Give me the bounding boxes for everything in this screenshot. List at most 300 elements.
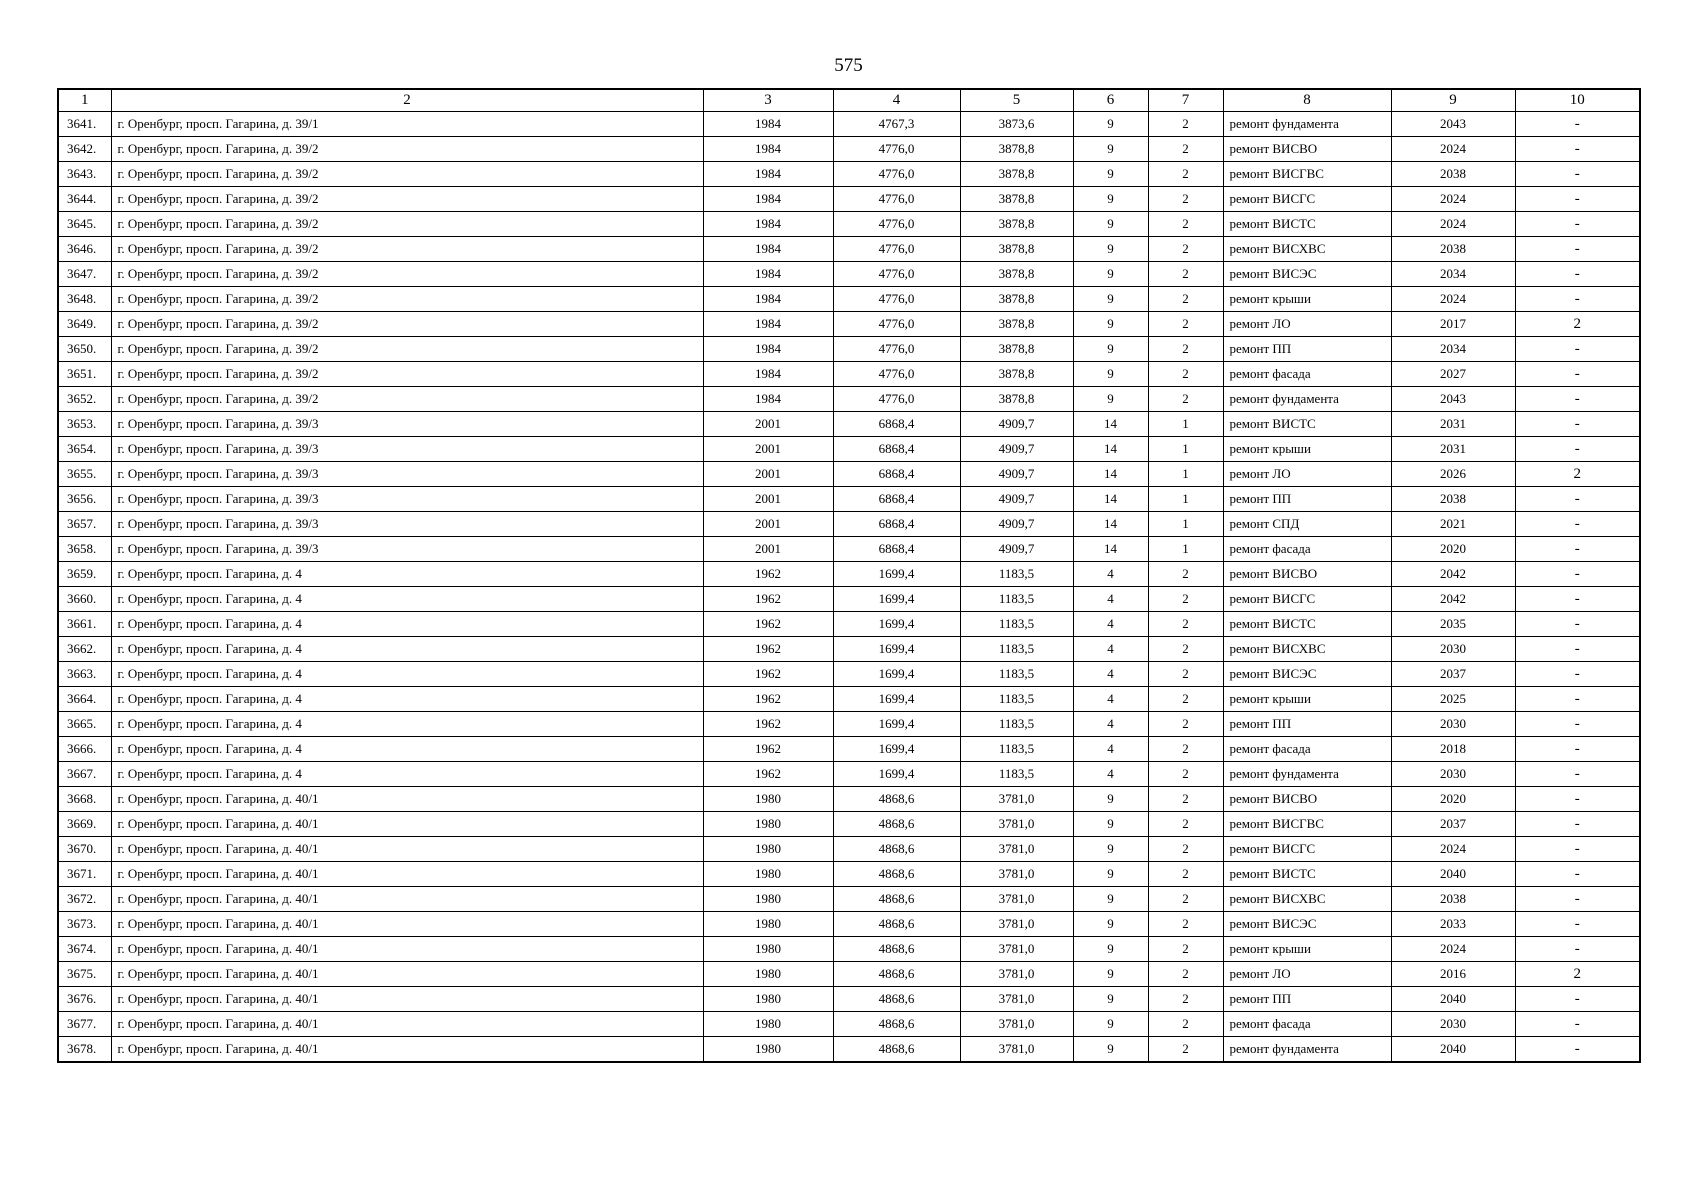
- floors-cell: 4: [1073, 612, 1148, 637]
- floors-cell: 9: [1073, 162, 1148, 187]
- table-row: [58, 187, 1640, 212]
- total-area-cell: 4776,0: [833, 262, 960, 287]
- table-row: [58, 112, 1640, 137]
- total-area-cell: 1699,4: [833, 637, 960, 662]
- total-area-cell: 1699,4: [833, 712, 960, 737]
- address-cell: г. Оренбург, просп. Гагарина, д. 40/1: [111, 887, 703, 912]
- table-row: [58, 162, 1640, 187]
- address-cell: г. Оренбург, просп. Гагарина, д. 39/2: [111, 187, 703, 212]
- address-cell: г. Оренбург, просп. Гагарина, д. 40/1: [111, 787, 703, 812]
- row-number: 3660.: [58, 587, 111, 612]
- total-area-cell: 1699,4: [833, 662, 960, 687]
- plan-year-cell: 2038: [1391, 887, 1515, 912]
- plan-year-cell: 2026: [1391, 462, 1515, 487]
- total-area-cell: 4868,6: [833, 987, 960, 1012]
- table-row: [58, 387, 1640, 412]
- address-cell: г. Оренбург, просп. Гагарина, д. 4: [111, 687, 703, 712]
- row-number: 3658.: [58, 537, 111, 562]
- floors-cell: 9: [1073, 112, 1148, 137]
- column-header-8: 8: [1223, 89, 1391, 112]
- plan-year-cell: 2035: [1391, 612, 1515, 637]
- note-cell: -: [1515, 812, 1640, 837]
- row-number: 3655.: [58, 462, 111, 487]
- work-type-cell: ремонт СПД: [1223, 512, 1391, 537]
- entrances-cell: 2: [1148, 637, 1223, 662]
- total-area-cell: 4776,0: [833, 212, 960, 237]
- total-area-cell: 4868,6: [833, 787, 960, 812]
- note-cell: -: [1515, 912, 1640, 937]
- entrances-cell: 2: [1148, 262, 1223, 287]
- note-cell: -: [1515, 937, 1640, 962]
- work-type-cell: ремонт ВИСТС: [1223, 862, 1391, 887]
- note-cell: -: [1515, 612, 1640, 637]
- floors-cell: 9: [1073, 1012, 1148, 1037]
- address-cell: г. Оренбург, просп. Гагарина, д. 39/3: [111, 487, 703, 512]
- living-area-cell: 3781,0: [960, 787, 1073, 812]
- total-area-cell: 1699,4: [833, 562, 960, 587]
- plan-year-cell: 2034: [1391, 337, 1515, 362]
- floors-cell: 4: [1073, 762, 1148, 787]
- year-cell: 1962: [703, 637, 833, 662]
- column-header-1: 1: [58, 89, 111, 112]
- year-cell: 1962: [703, 612, 833, 637]
- table-body: [58, 112, 1640, 1063]
- row-number: 3644.: [58, 187, 111, 212]
- address-cell: г. Оренбург, просп. Гагарина, д. 4: [111, 587, 703, 612]
- address-cell: г. Оренбург, просп. Гагарина, д. 40/1: [111, 812, 703, 837]
- floors-cell: 9: [1073, 837, 1148, 862]
- work-type-cell: ремонт ВИСЭС: [1223, 262, 1391, 287]
- note-cell: -: [1515, 662, 1640, 687]
- work-type-cell: ремонт крыши: [1223, 437, 1391, 462]
- total-area-cell: 4868,6: [833, 937, 960, 962]
- table-row: [58, 412, 1640, 437]
- plan-year-cell: 2030: [1391, 637, 1515, 662]
- living-area-cell: 4909,7: [960, 412, 1073, 437]
- living-area-cell: 1183,5: [960, 612, 1073, 637]
- floors-cell: 4: [1073, 687, 1148, 712]
- work-type-cell: ремонт ВИСХВС: [1223, 887, 1391, 912]
- floors-cell: 4: [1073, 712, 1148, 737]
- work-type-cell: ремонт ВИСГВС: [1223, 162, 1391, 187]
- column-header-9: 9: [1391, 89, 1515, 112]
- year-cell: 1962: [703, 762, 833, 787]
- entrances-cell: 1: [1148, 537, 1223, 562]
- note-cell: -: [1515, 987, 1640, 1012]
- work-type-cell: ремонт ВИСГС: [1223, 837, 1391, 862]
- entrances-cell: 2: [1148, 812, 1223, 837]
- entrances-cell: 2: [1148, 162, 1223, 187]
- floors-cell: 9: [1073, 237, 1148, 262]
- floors-cell: 9: [1073, 937, 1148, 962]
- address-cell: г. Оренбург, просп. Гагарина, д. 39/3: [111, 412, 703, 437]
- entrances-cell: 2: [1148, 762, 1223, 787]
- work-type-cell: ремонт ЛО: [1223, 962, 1391, 987]
- address-cell: г. Оренбург, просп. Гагарина, д. 40/1: [111, 1012, 703, 1037]
- living-area-cell: 3878,8: [960, 162, 1073, 187]
- note-cell: -: [1515, 437, 1640, 462]
- floors-cell: 4: [1073, 662, 1148, 687]
- table-row: [58, 487, 1640, 512]
- entrances-cell: 2: [1148, 212, 1223, 237]
- table-row: [58, 437, 1640, 462]
- total-area-cell: 6868,4: [833, 437, 960, 462]
- note-cell: 2: [1515, 312, 1640, 337]
- table-row: [58, 262, 1640, 287]
- floors-cell: 9: [1073, 212, 1148, 237]
- table-row: [58, 562, 1640, 587]
- plan-year-cell: 2037: [1391, 662, 1515, 687]
- plan-year-cell: 2040: [1391, 862, 1515, 887]
- row-number: 3642.: [58, 137, 111, 162]
- row-number: 3652.: [58, 387, 111, 412]
- living-area-cell: 4909,7: [960, 537, 1073, 562]
- year-cell: 1984: [703, 287, 833, 312]
- address-cell: г. Оренбург, просп. Гагарина, д. 4: [111, 637, 703, 662]
- entrances-cell: 2: [1148, 937, 1223, 962]
- floors-cell: 4: [1073, 587, 1148, 612]
- living-area-cell: 4909,7: [960, 437, 1073, 462]
- note-cell: -: [1515, 687, 1640, 712]
- plan-year-cell: 2034: [1391, 262, 1515, 287]
- work-type-cell: ремонт ВИСВО: [1223, 562, 1391, 587]
- row-number: 3668.: [58, 787, 111, 812]
- plan-year-cell: 2038: [1391, 237, 1515, 262]
- floors-cell: 14: [1073, 537, 1148, 562]
- year-cell: 1980: [703, 912, 833, 937]
- total-area-cell: 4868,6: [833, 912, 960, 937]
- work-type-cell: ремонт фасада: [1223, 362, 1391, 387]
- row-number: 3663.: [58, 662, 111, 687]
- living-area-cell: 1183,5: [960, 737, 1073, 762]
- address-cell: г. Оренбург, просп. Гагарина, д. 4: [111, 662, 703, 687]
- living-area-cell: 3781,0: [960, 912, 1073, 937]
- floors-cell: 9: [1073, 312, 1148, 337]
- row-number: 3666.: [58, 737, 111, 762]
- year-cell: 1984: [703, 312, 833, 337]
- row-number: 3656.: [58, 487, 111, 512]
- row-number: 3648.: [58, 287, 111, 312]
- year-cell: 1984: [703, 162, 833, 187]
- note-cell: -: [1515, 237, 1640, 262]
- address-cell: г. Оренбург, просп. Гагарина, д. 4: [111, 562, 703, 587]
- row-number: 3651.: [58, 362, 111, 387]
- row-number: 3674.: [58, 937, 111, 962]
- work-type-cell: ремонт ЛО: [1223, 312, 1391, 337]
- table-row: [58, 637, 1640, 662]
- total-area-cell: 6868,4: [833, 412, 960, 437]
- work-type-cell: ремонт фундамента: [1223, 762, 1391, 787]
- column-header-3: 3: [703, 89, 833, 112]
- work-type-cell: ремонт ВИСТС: [1223, 412, 1391, 437]
- table-row: [58, 462, 1640, 487]
- floors-cell: 9: [1073, 387, 1148, 412]
- table-row: [58, 137, 1640, 162]
- total-area-cell: 6868,4: [833, 512, 960, 537]
- row-number: 3661.: [58, 612, 111, 637]
- floors-cell: 9: [1073, 787, 1148, 812]
- total-area-cell: 1699,4: [833, 587, 960, 612]
- year-cell: 1962: [703, 587, 833, 612]
- entrances-cell: 2: [1148, 612, 1223, 637]
- address-cell: г. Оренбург, просп. Гагарина, д. 39/2: [111, 162, 703, 187]
- address-cell: г. Оренбург, просп. Гагарина, д. 40/1: [111, 937, 703, 962]
- plan-year-cell: 2018: [1391, 737, 1515, 762]
- note-cell: -: [1515, 787, 1640, 812]
- living-area-cell: 3781,0: [960, 862, 1073, 887]
- plan-year-cell: 2020: [1391, 537, 1515, 562]
- table-row: [58, 362, 1640, 387]
- work-type-cell: ремонт крыши: [1223, 937, 1391, 962]
- work-type-cell: ремонт ВИСТС: [1223, 212, 1391, 237]
- table-row: [58, 337, 1640, 362]
- plan-year-cell: 2017: [1391, 312, 1515, 337]
- plan-year-cell: 2043: [1391, 112, 1515, 137]
- table-row: [58, 937, 1640, 962]
- total-area-cell: 4868,6: [833, 1037, 960, 1063]
- entrances-cell: 2: [1148, 712, 1223, 737]
- plan-year-cell: 2030: [1391, 762, 1515, 787]
- total-area-cell: 4776,0: [833, 287, 960, 312]
- address-cell: г. Оренбург, просп. Гагарина, д. 39/3: [111, 512, 703, 537]
- work-type-cell: ремонт ВИСТС: [1223, 612, 1391, 637]
- work-type-cell: ремонт ВИСВО: [1223, 137, 1391, 162]
- living-area-cell: 3878,8: [960, 212, 1073, 237]
- row-number: 3643.: [58, 162, 111, 187]
- entrances-cell: 1: [1148, 512, 1223, 537]
- entrances-cell: 1: [1148, 462, 1223, 487]
- address-cell: г. Оренбург, просп. Гагарина, д. 39/2: [111, 262, 703, 287]
- total-area-cell: 4868,6: [833, 837, 960, 862]
- living-area-cell: 3878,8: [960, 312, 1073, 337]
- row-number: 3677.: [58, 1012, 111, 1037]
- living-area-cell: 1183,5: [960, 762, 1073, 787]
- living-area-cell: 3878,8: [960, 262, 1073, 287]
- row-number: 3676.: [58, 987, 111, 1012]
- entrances-cell: 2: [1148, 1037, 1223, 1063]
- row-number: 3673.: [58, 912, 111, 937]
- entrances-cell: 1: [1148, 412, 1223, 437]
- living-area-cell: 1183,5: [960, 712, 1073, 737]
- column-header-5: 5: [960, 89, 1073, 112]
- table-row: [58, 687, 1640, 712]
- note-cell: -: [1515, 412, 1640, 437]
- entrances-cell: 2: [1148, 912, 1223, 937]
- work-type-cell: ремонт фасада: [1223, 737, 1391, 762]
- year-cell: 1980: [703, 1012, 833, 1037]
- year-cell: 1984: [703, 362, 833, 387]
- plan-year-cell: 2024: [1391, 212, 1515, 237]
- entrances-cell: 2: [1148, 662, 1223, 687]
- address-cell: г. Оренбург, просп. Гагарина, д. 39/3: [111, 437, 703, 462]
- table-row: [58, 887, 1640, 912]
- year-cell: 1980: [703, 887, 833, 912]
- floors-cell: 4: [1073, 737, 1148, 762]
- work-type-cell: ремонт ПП: [1223, 987, 1391, 1012]
- floors-cell: 9: [1073, 862, 1148, 887]
- entrances-cell: 2: [1148, 962, 1223, 987]
- total-area-cell: 4767,3: [833, 112, 960, 137]
- note-cell: -: [1515, 737, 1640, 762]
- table-row: [58, 987, 1640, 1012]
- table-row: [58, 1037, 1640, 1063]
- floors-cell: 9: [1073, 337, 1148, 362]
- address-cell: г. Оренбург, просп. Гагарина, д. 39/2: [111, 212, 703, 237]
- living-area-cell: 1183,5: [960, 562, 1073, 587]
- total-area-cell: 1699,4: [833, 762, 960, 787]
- work-type-cell: ремонт ВИСВО: [1223, 787, 1391, 812]
- total-area-cell: 1699,4: [833, 687, 960, 712]
- note-cell: -: [1515, 387, 1640, 412]
- floors-cell: 4: [1073, 637, 1148, 662]
- address-cell: г. Оренбург, просп. Гагарина, д. 39/3: [111, 537, 703, 562]
- note-cell: -: [1515, 162, 1640, 187]
- plan-year-cell: 2024: [1391, 187, 1515, 212]
- total-area-cell: 4776,0: [833, 137, 960, 162]
- total-area-cell: 4776,0: [833, 162, 960, 187]
- note-cell: -: [1515, 512, 1640, 537]
- table-row: [58, 737, 1640, 762]
- year-cell: 1980: [703, 787, 833, 812]
- floors-cell: 14: [1073, 437, 1148, 462]
- year-cell: 2001: [703, 537, 833, 562]
- entrances-cell: 2: [1148, 562, 1223, 587]
- note-cell: -: [1515, 337, 1640, 362]
- work-type-cell: ремонт ВИСГС: [1223, 187, 1391, 212]
- living-area-cell: 1183,5: [960, 637, 1073, 662]
- entrances-cell: 2: [1148, 137, 1223, 162]
- column-header-7: 7: [1148, 89, 1223, 112]
- living-area-cell: 1183,5: [960, 587, 1073, 612]
- living-area-cell: 3781,0: [960, 812, 1073, 837]
- column-header-10: 10: [1515, 89, 1640, 112]
- row-number: 3662.: [58, 637, 111, 662]
- floors-cell: 9: [1073, 287, 1148, 312]
- living-area-cell: 3781,0: [960, 887, 1073, 912]
- plan-year-cell: 2037: [1391, 812, 1515, 837]
- total-area-cell: 4868,6: [833, 962, 960, 987]
- total-area-cell: 6868,4: [833, 487, 960, 512]
- work-type-cell: ремонт ВИСГС: [1223, 587, 1391, 612]
- row-number: 3669.: [58, 812, 111, 837]
- total-area-cell: 4868,6: [833, 1012, 960, 1037]
- address-cell: г. Оренбург, просп. Гагарина, д. 39/2: [111, 312, 703, 337]
- year-cell: 1980: [703, 812, 833, 837]
- note-cell: -: [1515, 762, 1640, 787]
- note-cell: -: [1515, 287, 1640, 312]
- plan-year-cell: 2040: [1391, 1037, 1515, 1063]
- plan-year-cell: 2033: [1391, 912, 1515, 937]
- note-cell: -: [1515, 1012, 1640, 1037]
- work-type-cell: ремонт ВИСХВС: [1223, 637, 1391, 662]
- column-header-6: 6: [1073, 89, 1148, 112]
- year-cell: 2001: [703, 487, 833, 512]
- row-number: 3654.: [58, 437, 111, 462]
- column-header-4: 4: [833, 89, 960, 112]
- floors-cell: 14: [1073, 412, 1148, 437]
- floors-cell: 9: [1073, 1037, 1148, 1063]
- year-cell: 1980: [703, 987, 833, 1012]
- total-area-cell: 4868,6: [833, 887, 960, 912]
- work-type-cell: ремонт ВИСЭС: [1223, 912, 1391, 937]
- living-area-cell: 3781,0: [960, 987, 1073, 1012]
- total-area-cell: 4776,0: [833, 237, 960, 262]
- row-number: 3664.: [58, 687, 111, 712]
- entrances-cell: 2: [1148, 287, 1223, 312]
- year-cell: 1962: [703, 662, 833, 687]
- plan-year-cell: 2042: [1391, 587, 1515, 612]
- table-row: [58, 512, 1640, 537]
- address-cell: г. Оренбург, просп. Гагарина, д. 4: [111, 762, 703, 787]
- entrances-cell: 2: [1148, 337, 1223, 362]
- year-cell: 1980: [703, 1037, 833, 1063]
- living-area-cell: 4909,7: [960, 512, 1073, 537]
- row-number: 3678.: [58, 1037, 111, 1063]
- total-area-cell: 4776,0: [833, 187, 960, 212]
- note-cell: -: [1515, 537, 1640, 562]
- note-cell: -: [1515, 112, 1640, 137]
- table-row: [58, 237, 1640, 262]
- address-cell: г. Оренбург, просп. Гагарина, д. 39/2: [111, 287, 703, 312]
- row-number: 3670.: [58, 837, 111, 862]
- row-number: 3649.: [58, 312, 111, 337]
- work-type-cell: ремонт крыши: [1223, 687, 1391, 712]
- entrances-cell: 2: [1148, 687, 1223, 712]
- floors-cell: 9: [1073, 187, 1148, 212]
- floors-cell: 4: [1073, 562, 1148, 587]
- table-row: [58, 787, 1640, 812]
- note-cell: 2: [1515, 962, 1640, 987]
- plan-year-cell: 2016: [1391, 962, 1515, 987]
- entrances-cell: 2: [1148, 362, 1223, 387]
- year-cell: 1984: [703, 212, 833, 237]
- row-number: 3672.: [58, 887, 111, 912]
- row-number: 3645.: [58, 212, 111, 237]
- entrances-cell: 2: [1148, 1012, 1223, 1037]
- work-type-cell: ремонт ВИСХВС: [1223, 237, 1391, 262]
- plan-year-cell: 2038: [1391, 162, 1515, 187]
- plan-year-cell: 2024: [1391, 837, 1515, 862]
- living-area-cell: 3878,8: [960, 387, 1073, 412]
- work-type-cell: ремонт ПП: [1223, 712, 1391, 737]
- year-cell: 1984: [703, 387, 833, 412]
- address-cell: г. Оренбург, просп. Гагарина, д. 40/1: [111, 837, 703, 862]
- year-cell: 1962: [703, 737, 833, 762]
- work-type-cell: ремонт фасада: [1223, 537, 1391, 562]
- entrances-cell: 1: [1148, 487, 1223, 512]
- floors-cell: 9: [1073, 987, 1148, 1012]
- entrances-cell: 2: [1148, 837, 1223, 862]
- living-area-cell: 3781,0: [960, 1037, 1073, 1063]
- address-cell: г. Оренбург, просп. Гагарина, д. 4: [111, 737, 703, 762]
- entrances-cell: 2: [1148, 887, 1223, 912]
- table-row: [58, 712, 1640, 737]
- row-number: 3665.: [58, 712, 111, 737]
- plan-year-cell: 2021: [1391, 512, 1515, 537]
- note-cell: -: [1515, 212, 1640, 237]
- work-type-cell: ремонт ПП: [1223, 337, 1391, 362]
- row-number: 3667.: [58, 762, 111, 787]
- living-area-cell: 3878,8: [960, 137, 1073, 162]
- year-cell: 1980: [703, 962, 833, 987]
- year-cell: 1980: [703, 937, 833, 962]
- living-area-cell: 3781,0: [960, 837, 1073, 862]
- floors-cell: 9: [1073, 812, 1148, 837]
- living-area-cell: 3878,8: [960, 362, 1073, 387]
- living-area-cell: 3878,8: [960, 337, 1073, 362]
- entrances-cell: 2: [1148, 187, 1223, 212]
- note-cell: -: [1515, 887, 1640, 912]
